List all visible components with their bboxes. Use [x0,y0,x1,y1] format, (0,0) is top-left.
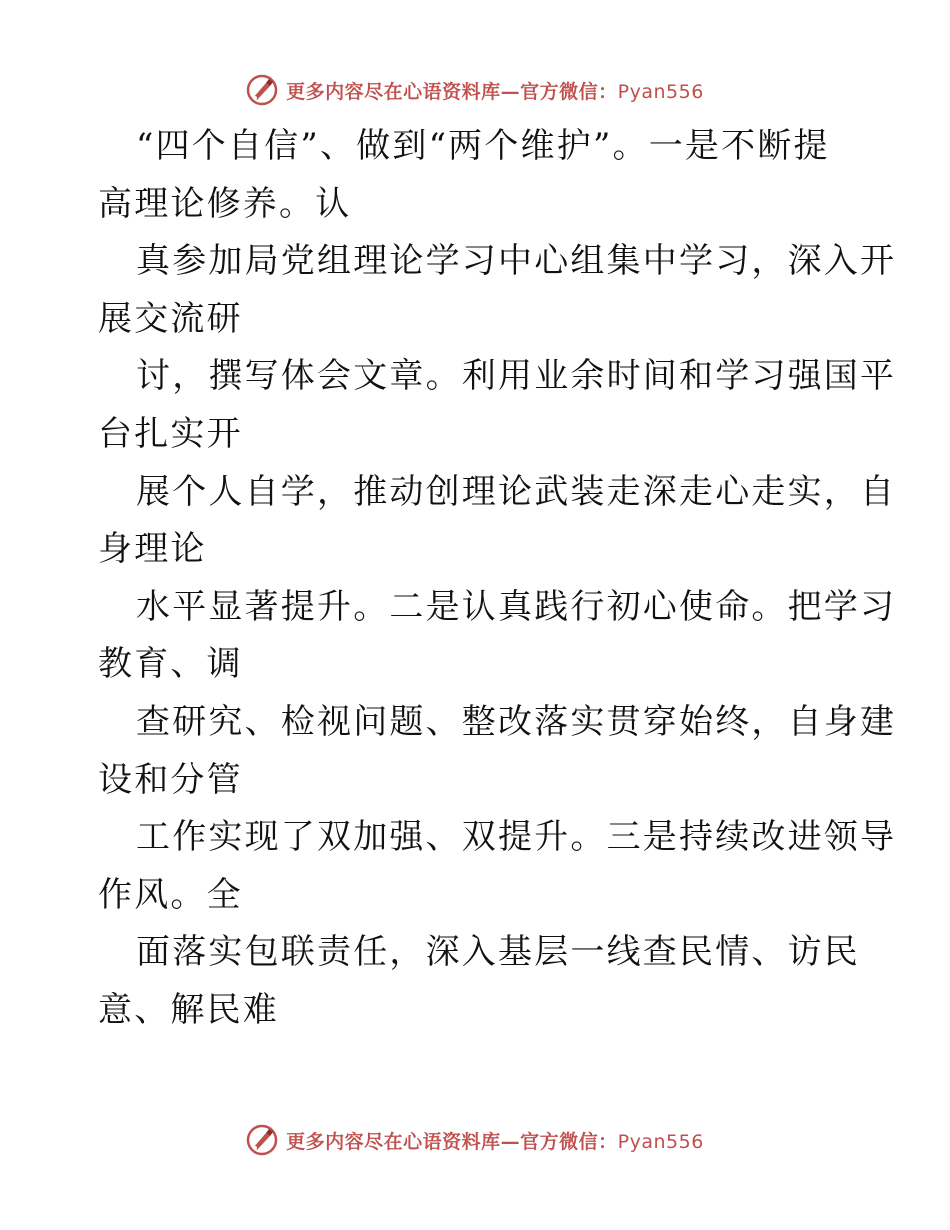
wechat-id: Pyan556 [617,80,704,103]
text-line: 展个人自学，推动创理论武装走深走心走实，自 [136,471,897,512]
footer-banner [0,1120,950,1160]
text-line: 作风。全 [98,874,243,915]
banner-text: 更多内容尽在心语资料库—官方微信：Pyan556 [286,1130,704,1153]
text-line: 意、解民难 [98,989,279,1030]
banner-text: 更多内容尽在心语资料库—官方微信：Pyan556 [286,80,704,103]
text-line: 水平显著提升。二是认真践行初心使命。把学习 [136,586,897,627]
text-line: “四个自信”、做到“两个维护”。一是不断提 [136,126,830,166]
pen-logo-icon [246,74,278,106]
text-line: 面落实包联责任，深入基层一线查民情、访民 [136,932,860,973]
text-line: 教育、调 [98,644,243,685]
document-body [98,118,897,1040]
text-line: 查研究、检视问题、整改落实贯穿始终，自身建 [136,701,897,742]
header-banner [0,70,950,110]
text-line: 展交流研 [98,298,243,339]
wechat-id: Pyan556 [617,1130,704,1153]
text-line: 台扎实开 [98,413,243,454]
text-line: 工作实现了双加强、双提升。三是持续改进领导 [136,817,897,858]
text-line: 高理论修养。认 [98,183,352,224]
pen-logo-icon [246,1124,278,1156]
text-line: 设和分管 [98,759,243,800]
text-line: 讨，撰写体会文章。利用业余时间和学习强国平 [136,356,897,397]
text-line: 真参加局党组理论学习中心组集中学习，深入开 [136,241,897,282]
text-line: 身理论 [98,529,207,570]
